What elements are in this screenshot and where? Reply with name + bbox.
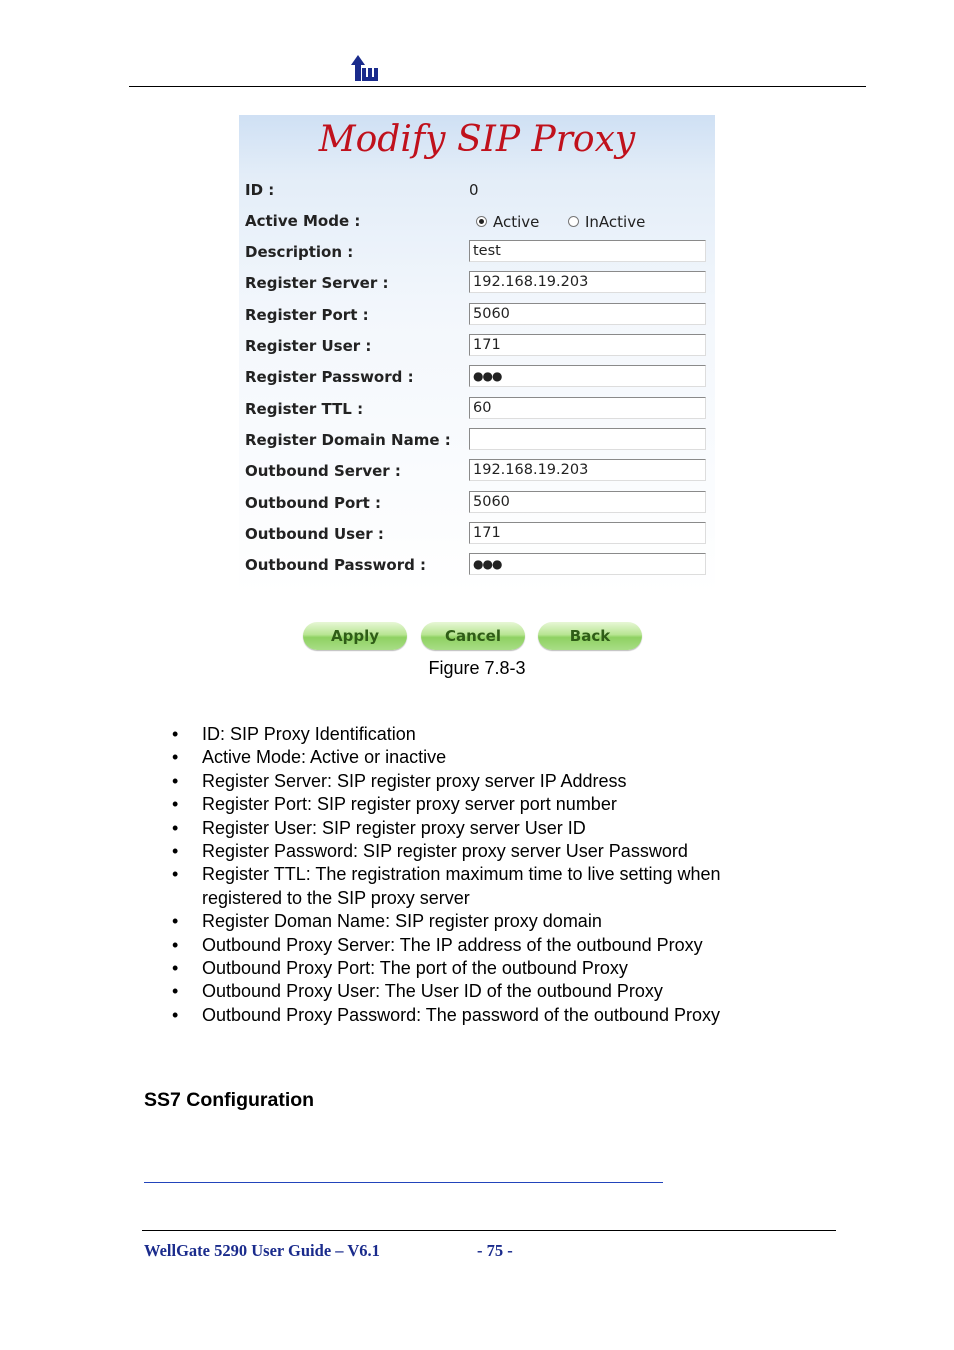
- outbound-port-input[interactable]: 5060: [469, 491, 706, 513]
- bullet-glyph: •: [172, 958, 179, 979]
- list-item: • ID: SIP Proxy Identification: [172, 723, 792, 746]
- active-radio-label: Active: [493, 213, 540, 231]
- register-ttl-input[interactable]: 60: [469, 397, 706, 419]
- register-password-label: Register Password :: [245, 368, 414, 386]
- id-label: ID :: [245, 181, 275, 199]
- list-item: • Outbound Proxy Server: The IP address of the outbound Proxy: [172, 934, 792, 957]
- inactive-radio-label: InActive: [585, 213, 646, 231]
- cancel-button[interactable]: Cancel: [421, 622, 525, 650]
- description-input[interactable]: test: [469, 240, 706, 262]
- outbound-user-input[interactable]: 171: [469, 522, 706, 544]
- active-radio[interactable]: [476, 216, 487, 227]
- bullet-glyph: •: [172, 747, 179, 768]
- register-server-input[interactable]: 192.168.19.203: [469, 271, 706, 293]
- bullet-glyph: •: [172, 724, 179, 744]
- bullet-glyph: •: [172, 794, 179, 815]
- outbound-port-label: Outbound Port :: [245, 494, 382, 512]
- bullet-glyph: •: [172, 981, 179, 1002]
- back-button[interactable]: Back: [538, 622, 642, 650]
- list-item: • Outbound Proxy Password: The password of the outbound Proxy: [172, 1004, 792, 1027]
- bullet-glyph: •: [172, 1004, 179, 1025]
- register-server-label: Register Server :: [245, 274, 389, 292]
- register-user-input[interactable]: 171: [469, 334, 706, 356]
- list-item: • Register Password: SIP register proxy server User Password: [172, 840, 792, 863]
- footer-guide-title: WellGate 5290 User Guide – V6.1: [144, 1241, 380, 1260]
- bullet-glyph: •: [172, 911, 179, 932]
- outbound-password-label: Outbound Password :: [245, 556, 427, 574]
- bullet-glyph: •: [172, 770, 179, 791]
- figure-caption: Figure 7.8-3: [428, 658, 526, 678]
- apply-button[interactable]: Apply: [303, 622, 407, 650]
- register-port-input[interactable]: 5060: [469, 303, 706, 325]
- footer-page-number: - 75 -: [477, 1241, 513, 1260]
- outbound-password-input[interactable]: ●●●: [469, 553, 706, 575]
- list-item: • Active Mode: Active or inactive: [172, 746, 792, 769]
- register-domain-name-input[interactable]: [469, 428, 706, 450]
- register-user-label: Register User :: [245, 337, 372, 355]
- register-ttl-label: Register TTL :: [245, 400, 364, 418]
- modify-sip-proxy-panel: [239, 115, 715, 600]
- list-item: • Register Doman Name: SIP register proxy domain: [172, 910, 792, 933]
- outbound-user-label: Outbound User :: [245, 525, 384, 543]
- active-mode-label: Active Mode :: [245, 212, 361, 230]
- list-item: • Outbound Proxy Port: The port of the outbound Proxy: [172, 957, 792, 980]
- inactive-radio[interactable]: [568, 216, 579, 227]
- field-description-list: [172, 723, 792, 1027]
- list-item: • Register Server: SIP register proxy server IP Address: [172, 770, 792, 793]
- bullet-glyph: •: [172, 841, 179, 862]
- footer-rule: [142, 1230, 836, 1231]
- list-item: • Register Port: SIP register proxy server port number: [172, 793, 792, 816]
- list-item: • Outbound Proxy User: The User ID of the outbound Proxy: [172, 980, 792, 1003]
- bullet-glyph: •: [172, 934, 179, 955]
- list-item: • Register User: SIP register proxy server User ID: [172, 817, 792, 840]
- outbound-server-label: Outbound Server :: [245, 462, 401, 480]
- bullet-glyph: •: [172, 817, 179, 838]
- register-password-input[interactable]: ●●●: [469, 365, 706, 387]
- outbound-server-input[interactable]: 192.168.19.203: [469, 459, 706, 481]
- description-label: Description :: [245, 243, 354, 261]
- bullet-glyph: •: [172, 864, 179, 885]
- register-domain-name-label: Register Domain Name :: [245, 431, 451, 449]
- register-port-label: Register Port :: [245, 306, 369, 324]
- header-rule: [129, 86, 866, 87]
- id-value: 0: [469, 181, 479, 199]
- company-logo-icon: [349, 55, 379, 83]
- list-item: • Register TTL: The registration maximum time to live setting when registered to the SIP proxy server: [172, 864, 721, 908]
- panel-title: Modify SIP Proxy: [318, 119, 636, 160]
- section-divider: [144, 1182, 663, 1183]
- section-heading: SS7 Configuration: [144, 1089, 315, 1111]
